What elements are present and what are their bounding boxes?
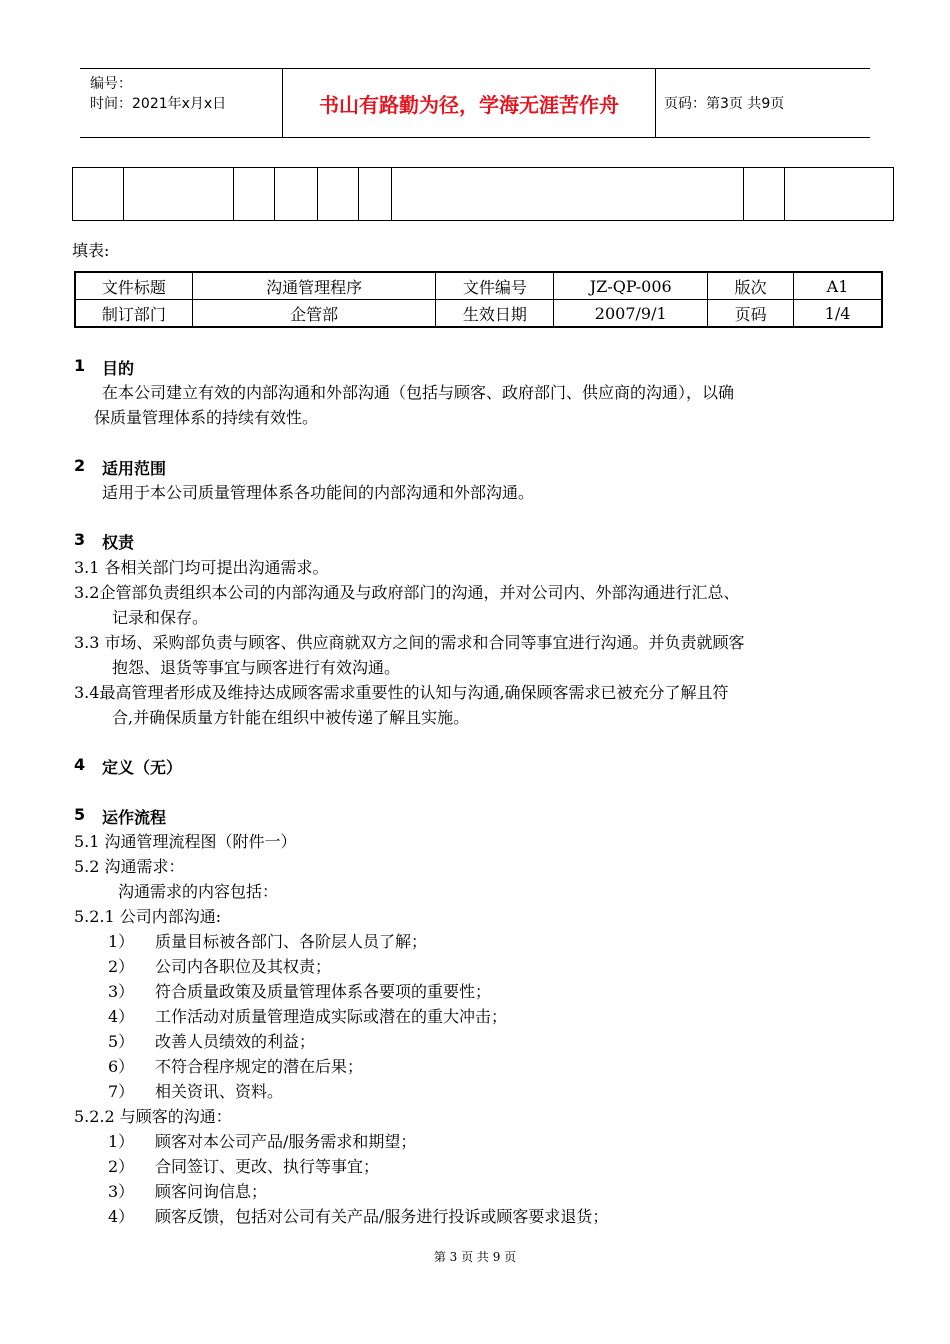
header-page-label: 页码：第3页 共9页 xyxy=(664,96,785,112)
list-item: 合同签订、更改、执行等事宜； xyxy=(155,1157,380,1176)
list-item: 顾客问询信息； xyxy=(155,1182,268,1201)
list-item-number: 4） xyxy=(108,1007,135,1026)
page-header xyxy=(80,68,870,138)
table-cell: JZ-QP-006 xyxy=(554,273,708,300)
list-item-number: 5） xyxy=(108,1032,135,1051)
section-5-title: 运作流程 xyxy=(102,808,167,827)
clause-3-2-line1: 3.2企管部负责组织本公司的内部沟通及与政府部门的沟通，并对公司内、外部沟通进行汇总、 xyxy=(74,583,740,602)
document-number-label: 编号： xyxy=(90,76,132,92)
section-5-number: 5 xyxy=(74,805,86,824)
section-1-text-line2: 保质量管理体系的持续有效性。 xyxy=(94,408,319,427)
clause-3-4-line1: 3.4最高管理者形成及维持达成顾客需求重要性的认知与沟通,确保顾客需求已被充分了解且符 xyxy=(74,683,729,702)
table-cell: 1/4 xyxy=(794,300,882,327)
section-4-number: 4 xyxy=(74,755,86,774)
list-item: 公司内各职位及其权责； xyxy=(155,957,332,976)
clause-3-1: 3.1 各相关部门均可提出沟通需求。 xyxy=(74,558,329,577)
document-time-label: 时间：2021年x月x日 xyxy=(90,96,227,112)
clause-5-2-1: 5.2.1 公司内部沟通: xyxy=(74,907,222,926)
section-2-text: 适用于本公司质量管理体系各功能间的内部沟通和外部沟通。 xyxy=(102,483,535,502)
section-1-number: 1 xyxy=(74,356,86,375)
table-cell: 页码 xyxy=(708,300,794,327)
list-item: 顾客反馈，包括对公司有关产品/服务进行投诉或顾客要求退货； xyxy=(155,1207,609,1226)
section-3-number: 3 xyxy=(74,530,86,549)
list-item-number: 3） xyxy=(108,1182,135,1201)
list-item-number: 2） xyxy=(108,957,135,976)
clause-3-2-line2: 记录和保存。 xyxy=(112,608,209,627)
table-cell: 沟通管理程序 xyxy=(192,273,436,300)
list-item: 改善人员绩效的利益； xyxy=(155,1032,316,1051)
table-row xyxy=(76,300,882,327)
list-item: 相关资讯、资料。 xyxy=(155,1082,284,1101)
list-item-number: 3） xyxy=(108,982,135,1001)
table-cell: 企管部 xyxy=(192,300,436,327)
table-cell: 生效日期 xyxy=(436,300,554,327)
list-item: 质量目标被各部门、各阶层人员了解； xyxy=(155,932,428,951)
section-1-text-line1: 在本公司建立有效的内部沟通和外部沟通（包括与顾客、政府部门、供应商的沟通），以确 xyxy=(102,383,735,402)
fill-label: 填表: xyxy=(72,241,110,260)
section-2-title: 适用范围 xyxy=(102,459,167,478)
table-cell: 文件编号 xyxy=(436,273,554,300)
clause-5-1: 5.1 沟通管理流程图（附件一） xyxy=(74,832,297,851)
header-motto: 书山有路勤为径，学海无涯苦作舟 xyxy=(283,69,656,137)
clause-5-2-2: 5.2.2 与顾客的沟通： xyxy=(74,1107,232,1126)
section-4-title: 定义（无） xyxy=(102,758,183,777)
document-info-table xyxy=(75,272,882,327)
clause-3-3-line2: 抱怨、退货等事宜与顾客进行有效沟通。 xyxy=(112,658,401,677)
table-cell: 文件标题 xyxy=(76,273,193,300)
list-item: 符合质量政策及质量管理体系各要项的重要性； xyxy=(155,982,492,1001)
section-2-number: 2 xyxy=(74,456,86,475)
blank-grid-table xyxy=(72,167,894,221)
list-item-number: 1） xyxy=(108,932,135,951)
table-cell: 制订部门 xyxy=(76,300,193,327)
list-item-number: 7） xyxy=(108,1082,135,1101)
header-meta xyxy=(80,69,283,137)
section-3-title: 权责 xyxy=(102,533,135,552)
list-item-number: 1） xyxy=(108,1132,135,1151)
list-item-number: 6） xyxy=(108,1057,135,1076)
list-item: 工作活动对质量管理造成实际或潜在的重大冲击； xyxy=(155,1007,508,1026)
page-footer: 第 3 页 共 9 页 xyxy=(433,1250,517,1264)
clause-3-4-line2: 合,并确保质量方针能在组织中被传递了解且实施。 xyxy=(112,708,470,727)
clause-5-2-intro: 沟通需求的内容包括： xyxy=(118,882,279,901)
table-row xyxy=(76,273,882,300)
list-item: 顾客对本公司产品/服务需求和期望； xyxy=(155,1132,417,1151)
table-cell: 2007/9/1 xyxy=(554,300,708,327)
list-item-number: 4） xyxy=(108,1207,135,1226)
list-item: 不符合程序规定的潜在后果； xyxy=(155,1057,364,1076)
table-cell: 版次 xyxy=(708,273,794,300)
table-cell: A1 xyxy=(794,273,882,300)
clause-3-3-line1: 3.3 市场、采购部负责与顾客、供应商就双方之间的需求和合同等事宜进行沟通。并负责就顾客 xyxy=(74,633,745,652)
section-1-title: 目的 xyxy=(102,359,135,378)
clause-5-2: 5.2 沟通需求： xyxy=(74,857,185,876)
list-item-number: 2） xyxy=(108,1157,135,1176)
